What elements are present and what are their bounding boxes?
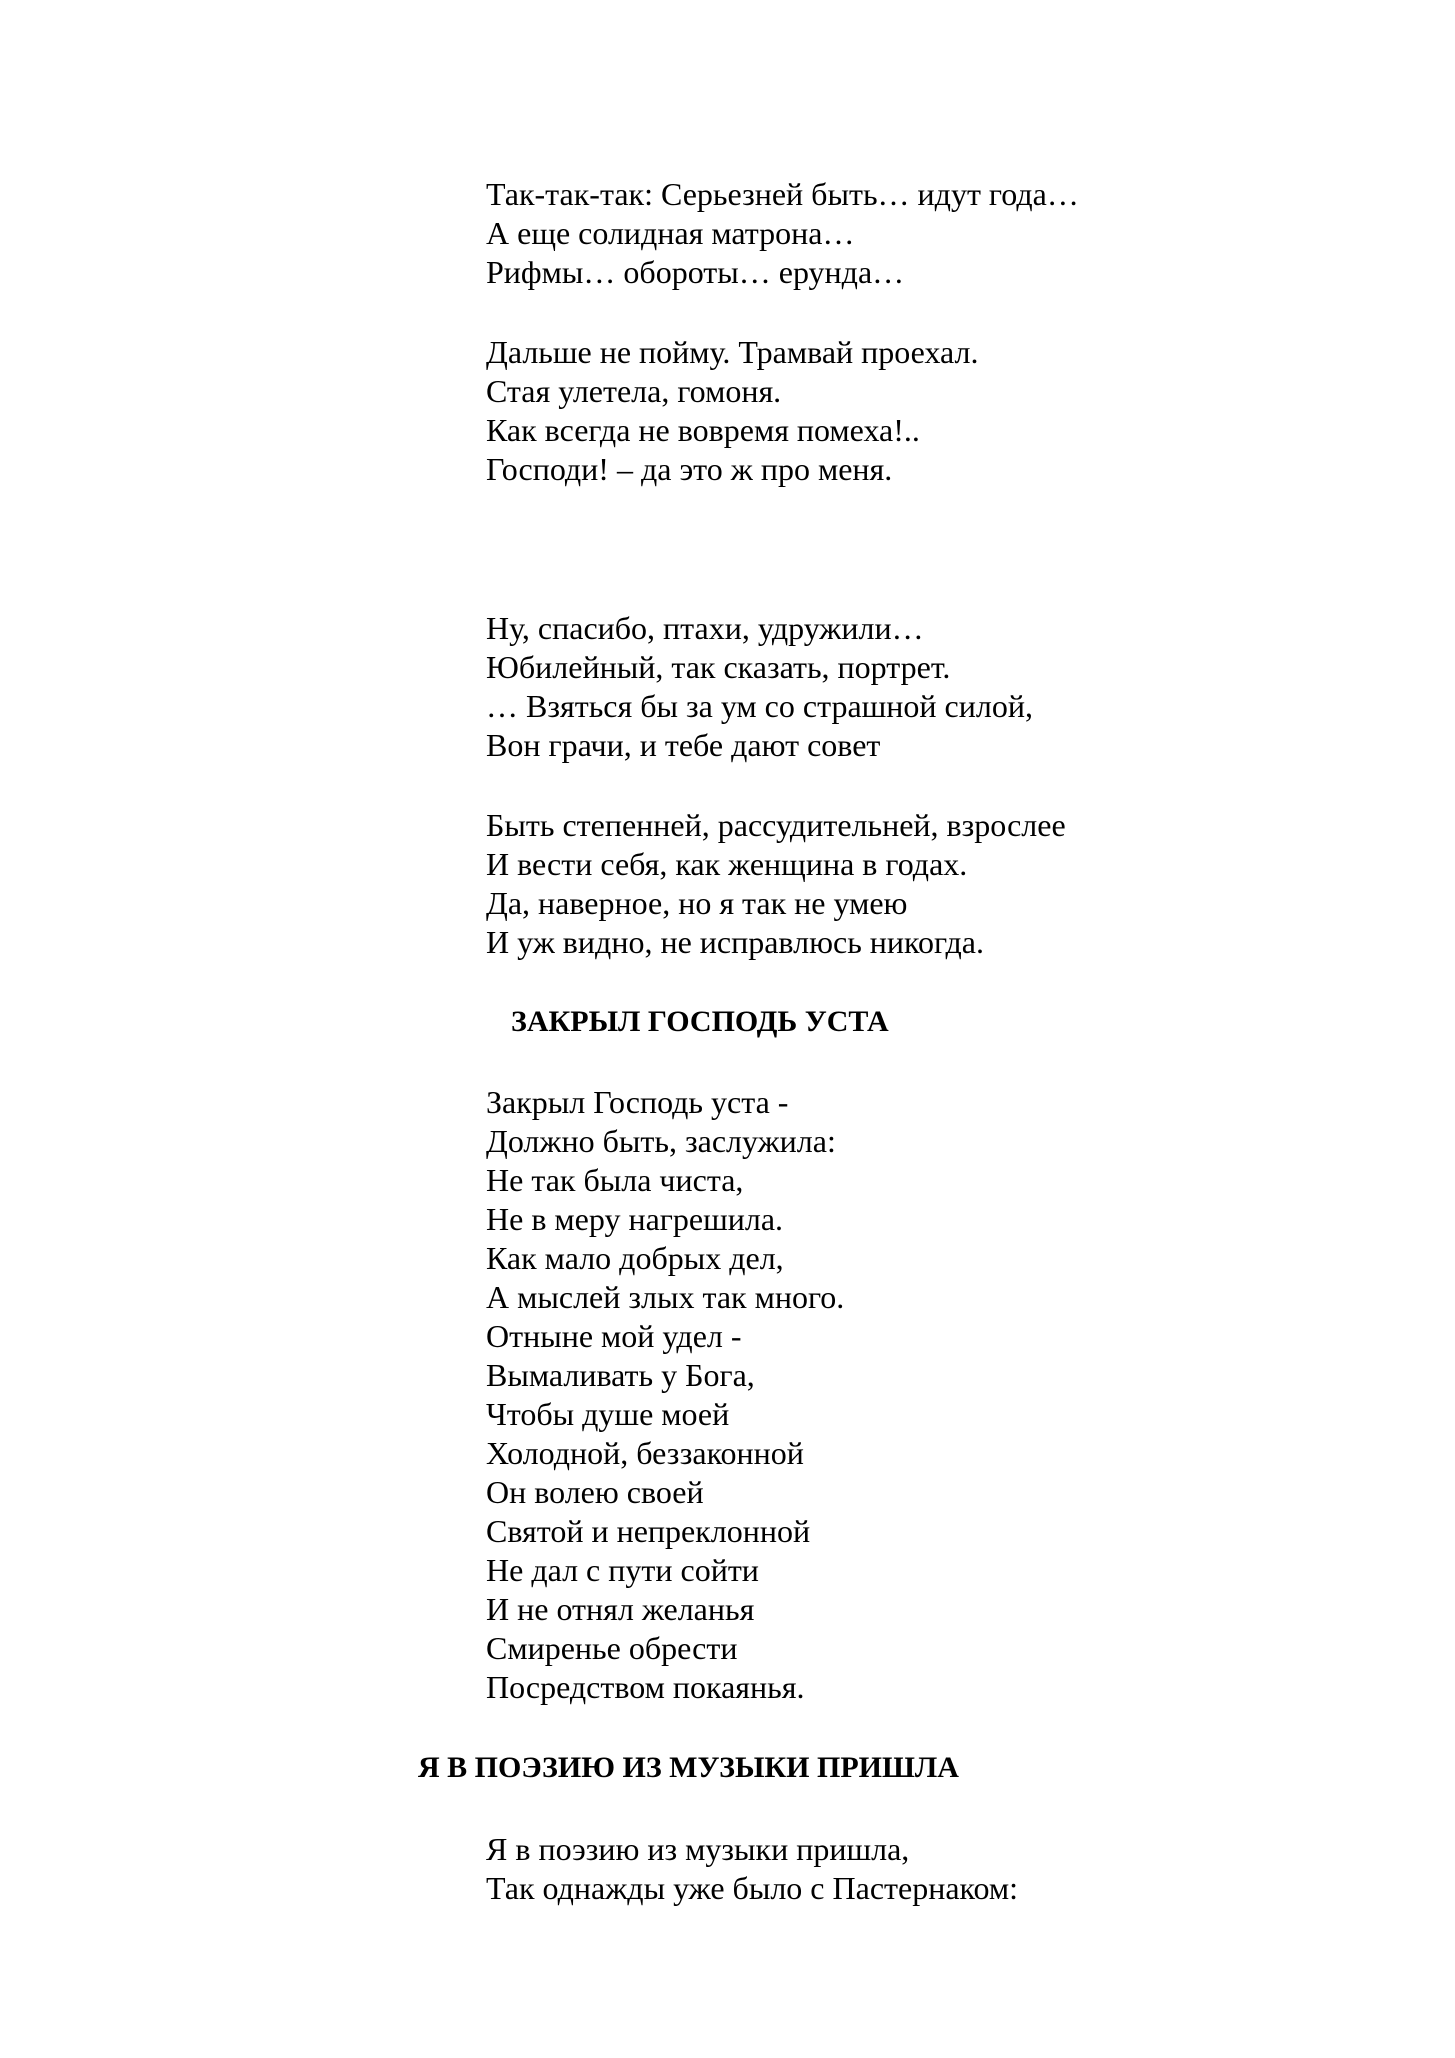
poem-line: Закрыл Господь уста - [486, 1084, 789, 1120]
poem-line: Не так была чиста, [486, 1162, 744, 1198]
poem-line: И уж видно, не исправлюсь никогда. [486, 924, 984, 960]
poem-line: Как всегда не вовремя помеха!.. [486, 412, 920, 448]
poem-line: И вести себя, как женщина в годах. [486, 846, 968, 882]
poem-line: Я в поэзию из музыки пришла, [486, 1831, 910, 1867]
poem-line: И не отнял желанья [486, 1591, 755, 1627]
poem-line: А мыслей злых так много. [486, 1279, 845, 1315]
poem-line: Отныне мой удел - [486, 1318, 742, 1354]
poem-line: Смиренье обрести [486, 1630, 738, 1666]
poem-line: Не дал с пути сойти [486, 1552, 759, 1588]
poem-line: Так-так-так: Серьезней быть… идут года… [486, 176, 1079, 212]
poem-line: Ну, спасибо, птахи, удружили… [486, 610, 924, 646]
poem-line: Да, наверное, но я так не умею [486, 885, 908, 921]
poem-line: Дальше не пойму. Трамвай проехал. [486, 334, 979, 370]
poem-title: Я В ПОЭЗИЮ ИЗ МУЗЫКИ ПРИШЛА [418, 1751, 959, 1784]
poem-line: Рифмы… обороты… ерунда… [486, 254, 905, 290]
poem-line: Он волею своей [486, 1474, 704, 1510]
poem-line: … Взяться бы за ум со страшной силой, [486, 688, 1033, 724]
poem-line: Быть степенней, рассудительней, взрослее [486, 807, 1066, 843]
poem-line: Вон грачи, и тебе дают совет [486, 727, 881, 763]
poem-line: Чтобы душе моей [486, 1396, 730, 1432]
poem-line: Так однажды уже было с Пастернаком: [486, 1870, 1018, 1906]
poem-line: Вымаливать у Бога, [486, 1357, 755, 1393]
poem-line: А еще солидная матрона… [486, 215, 855, 251]
poem-line: Стая улетела, гомоня. [486, 373, 782, 409]
poem-line: Господи! – да это ж про меня. [486, 451, 893, 487]
poem-line: Посредством покаянья. [486, 1669, 805, 1705]
poem-title: ЗАКРЫЛ ГОСПОДЬ УСТА [511, 1005, 889, 1038]
poem-line: Святой и непреклонной [486, 1513, 811, 1549]
poem-line: Не в меру нагрешила. [486, 1201, 784, 1237]
poem-line: Как мало добрых дел, [486, 1240, 784, 1276]
poem-line: Должно быть, заслужила: [486, 1123, 836, 1159]
poem-line: Юбилейный, так сказать, портрет. [486, 649, 951, 685]
poem-line: Холодной, беззаконной [486, 1435, 804, 1471]
